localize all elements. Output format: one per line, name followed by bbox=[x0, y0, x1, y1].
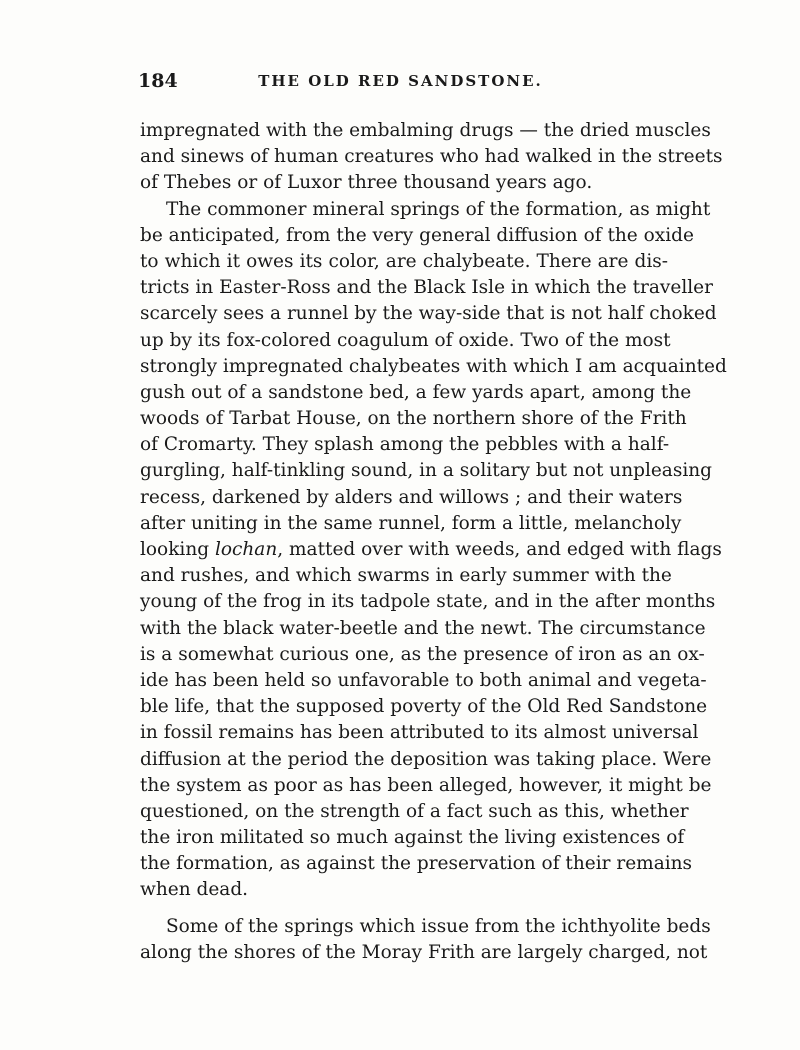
text-line: diffusion at the period the deposition was taking place. Were bbox=[140, 748, 712, 770]
text-line: recess, darkened by alders and willows ; and their waters bbox=[140, 486, 683, 508]
text-line: the iron militated so much against the living existences of bbox=[140, 827, 685, 849]
paragraph-gap bbox=[140, 904, 668, 914]
text-line: along the shores of the Moray Frith are largely charged, not bbox=[140, 941, 708, 963]
text-line: of Thebes or of Luxor three thousand years ago. bbox=[140, 172, 593, 194]
text-line: be anticipated, from the very general diffusion of the oxide bbox=[140, 224, 694, 246]
text-line: young of the frog in its tadpole state, and in the after months bbox=[140, 591, 716, 613]
running-head bbox=[138, 70, 663, 94]
text-line: with the black water-beetle and the newt. The circumstance bbox=[140, 617, 706, 639]
text-line: up by its fox-colored coagulum of oxide. Two of the most bbox=[140, 329, 671, 351]
text-line: scarcely sees a runnel by the way-side that is not half choked bbox=[140, 303, 717, 325]
text-line: is a somewhat curious one, as the presence of iron as an ox- bbox=[140, 643, 705, 665]
text-line: strongly impregnated chalybeates with which I am acquainted bbox=[140, 355, 727, 377]
paragraph-3 bbox=[140, 914, 711, 966]
body-text bbox=[140, 118, 727, 966]
text-line: the system as poor as has been alleged, however, it might be bbox=[140, 774, 712, 796]
text-line: gurgling, half-tinkling sound, in a solitary but not unpleasing bbox=[140, 460, 713, 482]
text-line: after uniting in the same runnel, form a little, melancholy bbox=[140, 512, 682, 534]
text-line: gush out of a sandstone bed, a few yards apart, among the bbox=[140, 381, 692, 403]
text-line: of Cromarty. They splash among the pebbles with a half- bbox=[140, 434, 670, 456]
text-line: woods of Tarbat House, on the northern shore of the Frith bbox=[140, 408, 687, 430]
text-line: ide has been held so unfavorable to both animal and vegeta- bbox=[140, 669, 707, 691]
italic-word: lochan bbox=[214, 539, 278, 560]
text-line: and sinews of human creatures who had walked in the streets bbox=[140, 146, 723, 168]
running-title: THE OLD RED SANDSTONE. bbox=[258, 72, 543, 90]
text-line: when dead. bbox=[140, 879, 249, 901]
text-line: impregnated with the embalming drugs — the dried muscles bbox=[140, 120, 711, 141]
text-line: looking lochan, matted over with weeds, and edged with flags bbox=[140, 539, 722, 560]
text-line: the formation, as against the preservation of their remains bbox=[140, 853, 693, 875]
text-line: ble life, that the supposed poverty of the Old Red Sandstone bbox=[140, 696, 708, 718]
paragraph-2 bbox=[140, 197, 727, 904]
text-line: The commoner mineral springs of the formation, as might bbox=[166, 198, 711, 220]
paragraph-1 bbox=[140, 118, 723, 197]
page-number: 184 bbox=[138, 70, 178, 92]
text-line: to which it owes its color, are chalybeate. There are dis- bbox=[140, 250, 668, 272]
text-line: questioned, on the strength of a fact such as this, whether bbox=[140, 800, 689, 822]
text-line: tricts in Easter-Ross and the Black Isle in which the traveller bbox=[140, 277, 713, 299]
text-line: and rushes, and which swarms in early summer with the bbox=[140, 565, 672, 587]
text-line: in fossil remains has been attributed to its almost universal bbox=[140, 722, 699, 744]
text-line: Some of the springs which issue from the ichthyolite beds bbox=[166, 915, 711, 937]
